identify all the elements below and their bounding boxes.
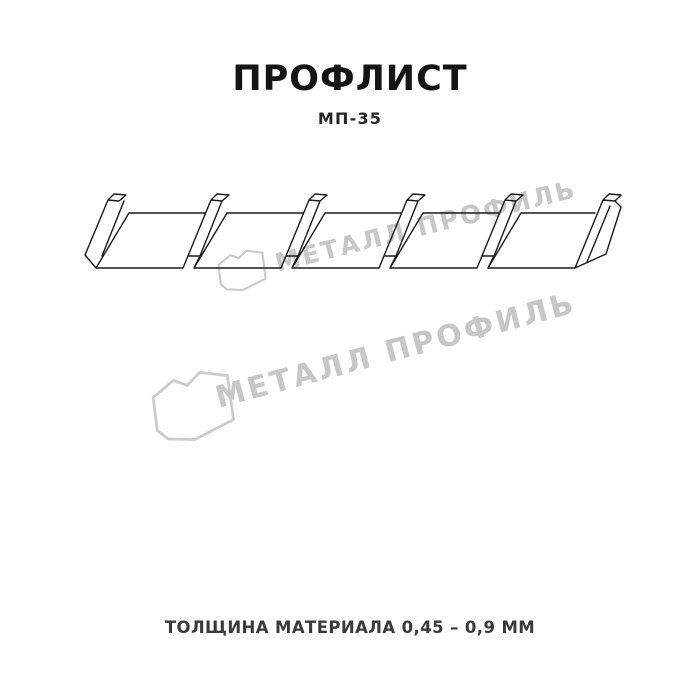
profile-model-label: МП-35: [317, 109, 383, 128]
rib-lines: [85, 194, 621, 268]
material-thickness-label: ТОЛЩИНА МАТЕРИАЛА 0,45 – 0,9 ММ: [164, 618, 536, 637]
watermark-text: МЕТАЛЛ ПРОФИЛЬ: [272, 174, 580, 278]
header: [0, 59, 700, 128]
page-title: ПРОФЛИСТ: [232, 59, 468, 99]
profiled-sheet-3d-drawing: [60, 180, 635, 315]
watermark-text: МЕТАЛЛ ПРОФИЛЬ: [211, 285, 580, 416]
profile-cross-section-drawing: [0, 378, 700, 513]
